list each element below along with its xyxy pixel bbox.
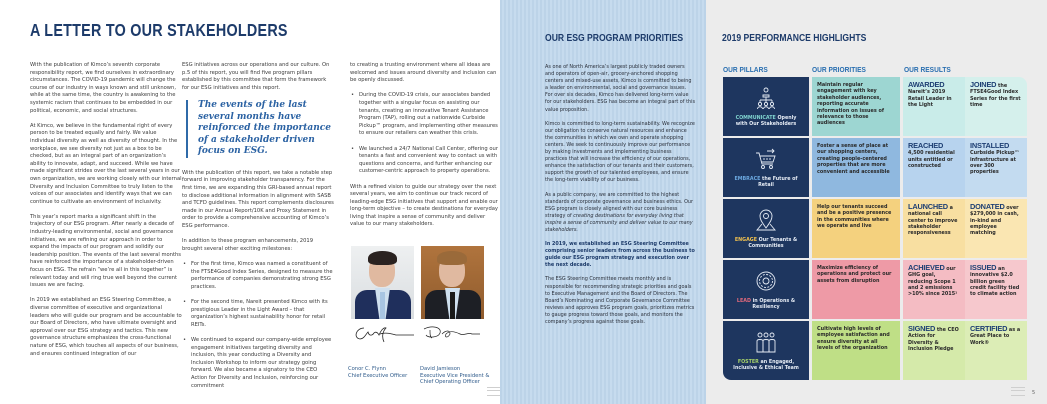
coo-signer	[420, 366, 489, 386]
priority-cell: Maintain regular engagement with key stakeholder audiences, reporting accurate information on issues of relevance to those audiences	[812, 77, 900, 136]
table-row	[723, 260, 1027, 319]
result-keyword: SIGNED	[908, 324, 936, 333]
signer-name: Conor C. Flynn	[348, 366, 387, 372]
letter-paragraph: In 2019 we established an ESG Steering Committee, a diverse committee of executive and organizational leaders who will guide our program and be accountable to our Board of Directors, who have ultimate oversight and approval over our ESG strategy and tactics. This new governance structure emphasizes the cross-functional nature of ESG, which touches all aspects of our business, and ensures continued integration of our	[30, 297, 182, 357]
pillar-label	[723, 177, 809, 189]
letter-column-1	[30, 62, 182, 366]
signer-title: Chief Operating Officer	[420, 379, 480, 386]
result-text: our GHG goal, reducing Scope 1 and 2 emissions >10% since 2015¹	[908, 266, 958, 298]
location-pin-icon	[754, 208, 778, 232]
pillar-label	[723, 360, 809, 372]
letter-paragraph: In addition to these program enhancements, 2019 brought several other exciting milestones:	[182, 238, 314, 252]
pillar-keyword: EMBRACE	[734, 177, 761, 182]
result-text: an innovative $2.0 billion green credit facility tied to climate action	[970, 266, 1020, 298]
pillar-description: Our Tenants & Communities	[748, 238, 798, 249]
coo-signature	[420, 322, 490, 344]
milestone-item: • For the first time, Kimco was named a constituent of the FTSE4Good Index Series, designed to measure the performance of companies demonstrating strong ESG practices.	[182, 261, 334, 291]
initiatives-list	[350, 92, 500, 176]
priorities-paragraph: Kimco is committed to long-term sustainability. We recognize our obligation to conserve natural resources and enhance the communities in which we own and operate shopping centers. We seek to continuously improve our performance by making investments and implementing business practices that will increase the efficiency of our operations, enhance the satisfaction of our tenants and their customers, support the growth of our talented employees, and ensure the long-term viability of our business.	[545, 120, 695, 184]
signer-name: David Jamieson	[420, 366, 461, 372]
priorities-text: As a public company, we are committed to the highest standards of corporate governance and business ethics. Our ESG program is closely aligned with our core business strategy of	[545, 191, 694, 219]
shopping-cart-icon	[754, 147, 778, 171]
result-cell	[965, 138, 1027, 197]
priority-cell: Help our tenants succeed and be a positive presence in the communities where we operate and live	[812, 199, 900, 258]
pillar-label	[723, 116, 809, 128]
pillar-description: the Future of Retail	[758, 177, 798, 188]
pillar-description: an Engaged, Inclusive & Ethical Team	[733, 360, 799, 371]
letter-paragraph: to creating a trusting environment where all ideas are welcomed and issues around diversity and inclusion can be openly discussed.	[350, 62, 497, 84]
letter-paragraph: With a refined vision to guide our strategy over the next several years, we aim to continue our track record of leading-edge ESG initiatives that support and enable our long-term objective – to create destinations for everyday living that inspire a sense of community and deliver value to our many stakeholders.	[350, 183, 498, 228]
pillar-cell	[723, 321, 809, 380]
priority-cell: Foster a sense of place at our shopping centers, creating people-centered properties that are more convenient and accessible	[812, 138, 900, 197]
table-row	[723, 77, 1027, 136]
pillar-keyword: LEAD	[736, 299, 751, 304]
initiative-item: • During the COVID-19 crisis, our associates banded together with a singular focus on assisting our tenants, creating an innovative Tenant Assistance Program (TAP), rolling out a nationwide Curbside Pickup™ program, and implementing other measures to ensure our retailers can weather this crisis.	[350, 92, 500, 138]
letter-paragraph: With the publication of this report, we take a notable step forward in improving stakeholder transparency. For the first time, we are expanding this GRI-based annual report to disclose additional information in alignment with SASB and TCFD guidelines. This report complements disclosures made in our Annual Report/10K and Proxy Statement in order to provide a comprehensive accounting of Kimco’s ESG performance.	[182, 169, 334, 230]
letter-column-2	[182, 62, 334, 398]
result-keyword: LAUNCHED	[908, 202, 948, 211]
result-text: the FTSE4Good Index Series for the first time	[970, 83, 1021, 108]
milestone-item: • For the second time, Nareit presented Kimco with its prestigious Leader in the Light Award – that organization’s highest sustainability honor for retail REITs.	[182, 299, 334, 329]
signer-title: Executive Vice President &	[420, 372, 490, 379]
letter-title: A LETTER TO OUR STAKEHOLDERS	[30, 20, 288, 40]
ceo-signer	[348, 366, 407, 379]
result-keyword: AWARDED	[908, 80, 945, 89]
result-text: over $279,000 in cash, in-kind and employee matching	[970, 205, 1019, 237]
priorities-paragraph: The ESG Steering Committee meets monthly and is responsible for recommending strategic priorities and goals to Executive Management and the Board of Directors. The Board’s Nominating and Corporate Governance Committee reviews and approves ESG program goals, prioritizes metrics to gauge progress toward those goals, and monitors the company’s progress against those goals.	[545, 276, 695, 325]
esg-priorities-text	[545, 64, 695, 333]
gear-icon	[754, 269, 778, 293]
coo-photo	[421, 246, 484, 319]
result-keyword: CERTIFIED	[970, 324, 1008, 333]
result-cell	[903, 321, 965, 380]
letter-paragraph: With the publication of Kimco’s seventh corporate responsibility report, we find ourselves in extraordinary circumstances. The COVID-19 pandemic will change the course of our industry in ways known and still unknown, while at the same time, the country is awakening to the systemic racism that continues to be embedded in our political, economic, and social structures.	[30, 62, 176, 114]
signer-title: Chief Executive Officer	[348, 372, 408, 379]
letter-column-3	[350, 62, 500, 237]
milestone-item: • We continued to expand our company-wide employee engagement initiatives targeting diversity and inclusion, this year conducting a Diversity and Inclusion Workshop to inform our strategy going forward. We also became a signatory to the CEO Action for Diversity and Inclusion, reinforcing our commitment	[182, 337, 334, 390]
priority-cell: Cultivate high levels of employee satisfaction and ensure diversity at all levels of the organization	[812, 321, 900, 380]
result-keyword: REACHED	[908, 141, 944, 150]
team-icon	[754, 330, 778, 354]
result-cell	[903, 77, 965, 136]
table-row	[723, 199, 1027, 258]
pillar-label	[723, 299, 809, 311]
pull-quote: The events of the last several months have reinforced the importance of a stakeholder driven focus on ESG.	[186, 100, 334, 158]
result-cell	[965, 321, 1027, 380]
pillar-cell	[723, 199, 809, 258]
result-keyword: ISSUED	[970, 263, 997, 272]
result-keyword: DONATED	[970, 202, 1005, 211]
result-cell	[903, 260, 965, 319]
result-keyword: JOINED	[970, 80, 997, 89]
pillar-cell	[723, 77, 809, 136]
pillar-cell	[723, 138, 809, 197]
result-text: the CEO Action for Diversity & Inclusion Pledge	[908, 327, 959, 352]
pillars-header: OUR PILLARS	[723, 65, 768, 74]
result-cell	[965, 77, 1027, 136]
page-menu-icon[interactable]	[1011, 387, 1025, 396]
result-text: 4,500 residential units entitled or constructed	[908, 150, 955, 169]
ceo-signature	[350, 322, 420, 344]
highlights-table	[723, 77, 1027, 382]
result-cell	[965, 260, 1027, 319]
priority-cell: Maximize efficiency of operations and protect our assets from disruption	[812, 260, 900, 319]
result-cell	[903, 138, 965, 197]
letter-paragraph: This year’s report marks a significant shift in the trajectory of our ESG program. After nearly a decade of industry-leading environmental, social and governance initiatives, we are refining our approach in order to expand the impacts of our program and solidify our leadership position. The events of the last several months have reinforced the importance of a stakeholder-driven focus on ESG. The refrain “we’re all in this together” is relevant today and will ring true well beyond the current issues we are facing.	[30, 213, 181, 289]
pillar-description: Openly with Our Stakeholders	[735, 116, 797, 127]
pillar-description: in Operations & Resiliency	[750, 299, 796, 310]
people-network-icon	[754, 86, 778, 110]
page-menu-icon[interactable]	[487, 387, 501, 396]
result-cell	[965, 199, 1027, 258]
esg-priorities-title: OUR ESG PROGRAM PRIORITIES	[545, 33, 684, 44]
results-header: OUR RESULTS	[904, 65, 951, 74]
priorities-header: OUR PRIORITIES	[812, 65, 866, 74]
milestones-list	[182, 261, 334, 390]
highlights-title: 2019 PERFORMANCE HIGHLIGHTS	[722, 33, 867, 44]
priorities-highlight-paragraph: In 2019, we established an ESG Steering Committee comprising senior leaders from across the business to guide our ESG program strategy and execution over the next decade.	[545, 241, 695, 269]
letter-paragraph: At Kimco, we believe in the fundamental right of every person to be treated equally and fairly. We value individual diversity as well as diversity of thought. In the workplace, we see diversity not just as a box to be checked, but as an integral part of an organization’s ability to innovate, adapt, and succeed. While we have made significant strides over the last several years in our own organization, we are working closely with our internal Diversity and Inclusion Committee to truly listen to the voices of our associates and identify ways that we can continue to cultivate an environment of inclusivity.	[30, 122, 182, 205]
result-text: Nareit’s 2019 Retail Leader in the Light	[908, 89, 952, 108]
pillar-cell	[723, 260, 809, 319]
priorities-paragraph: As one of North America’s largest publicly traded owners and operators of open-air, grocery-anchored shopping centers and mixed-use assets, Kimco is committed to being a leader on environmental, social and governance issues. For over six decades, Kimco has delivered long-term value for our stakeholders. ESG has become an integral part of this value proposition.	[545, 64, 695, 113]
ceo-photo	[351, 246, 414, 319]
pillar-keyword: FOSTER	[737, 360, 759, 365]
initiative-item: • We launched a 24/7 National Call Center, offering our tenants a fast and convenient way to contact us with questions and concerns, and further enhancing our customer-centric approach to property operations.	[350, 146, 500, 176]
page-number: 5	[1032, 390, 1036, 396]
pillar-keyword: COMMUNICATE	[735, 116, 776, 121]
priorities-paragraph	[545, 192, 695, 235]
result-text: a national call center to improve stakeholder responsiveness	[908, 205, 958, 237]
pillar-keyword: ENGAGE	[734, 238, 757, 243]
result-cell	[903, 199, 965, 258]
letter-paragraph: ESG initiatives across our operations and our culture. On p.5 of this report, you will find five program pillars established by this committee that form the framework for our ESG initiatives and this report.	[182, 62, 330, 91]
table-row	[723, 321, 1027, 380]
result-keyword: INSTALLED	[970, 141, 1010, 150]
result-text: as a Great Place to Work®	[970, 327, 1021, 346]
priorities-italic-text: creating destinations for everyday living that inspire a sense of community and deliver value to our many stakeholders.	[545, 212, 693, 233]
result-keyword: ACHIEVED	[908, 263, 945, 272]
pillar-label	[723, 238, 809, 250]
result-text: Curbside Pickup™ infrastructure at over 300 properties	[970, 150, 1020, 176]
table-row	[723, 138, 1027, 197]
